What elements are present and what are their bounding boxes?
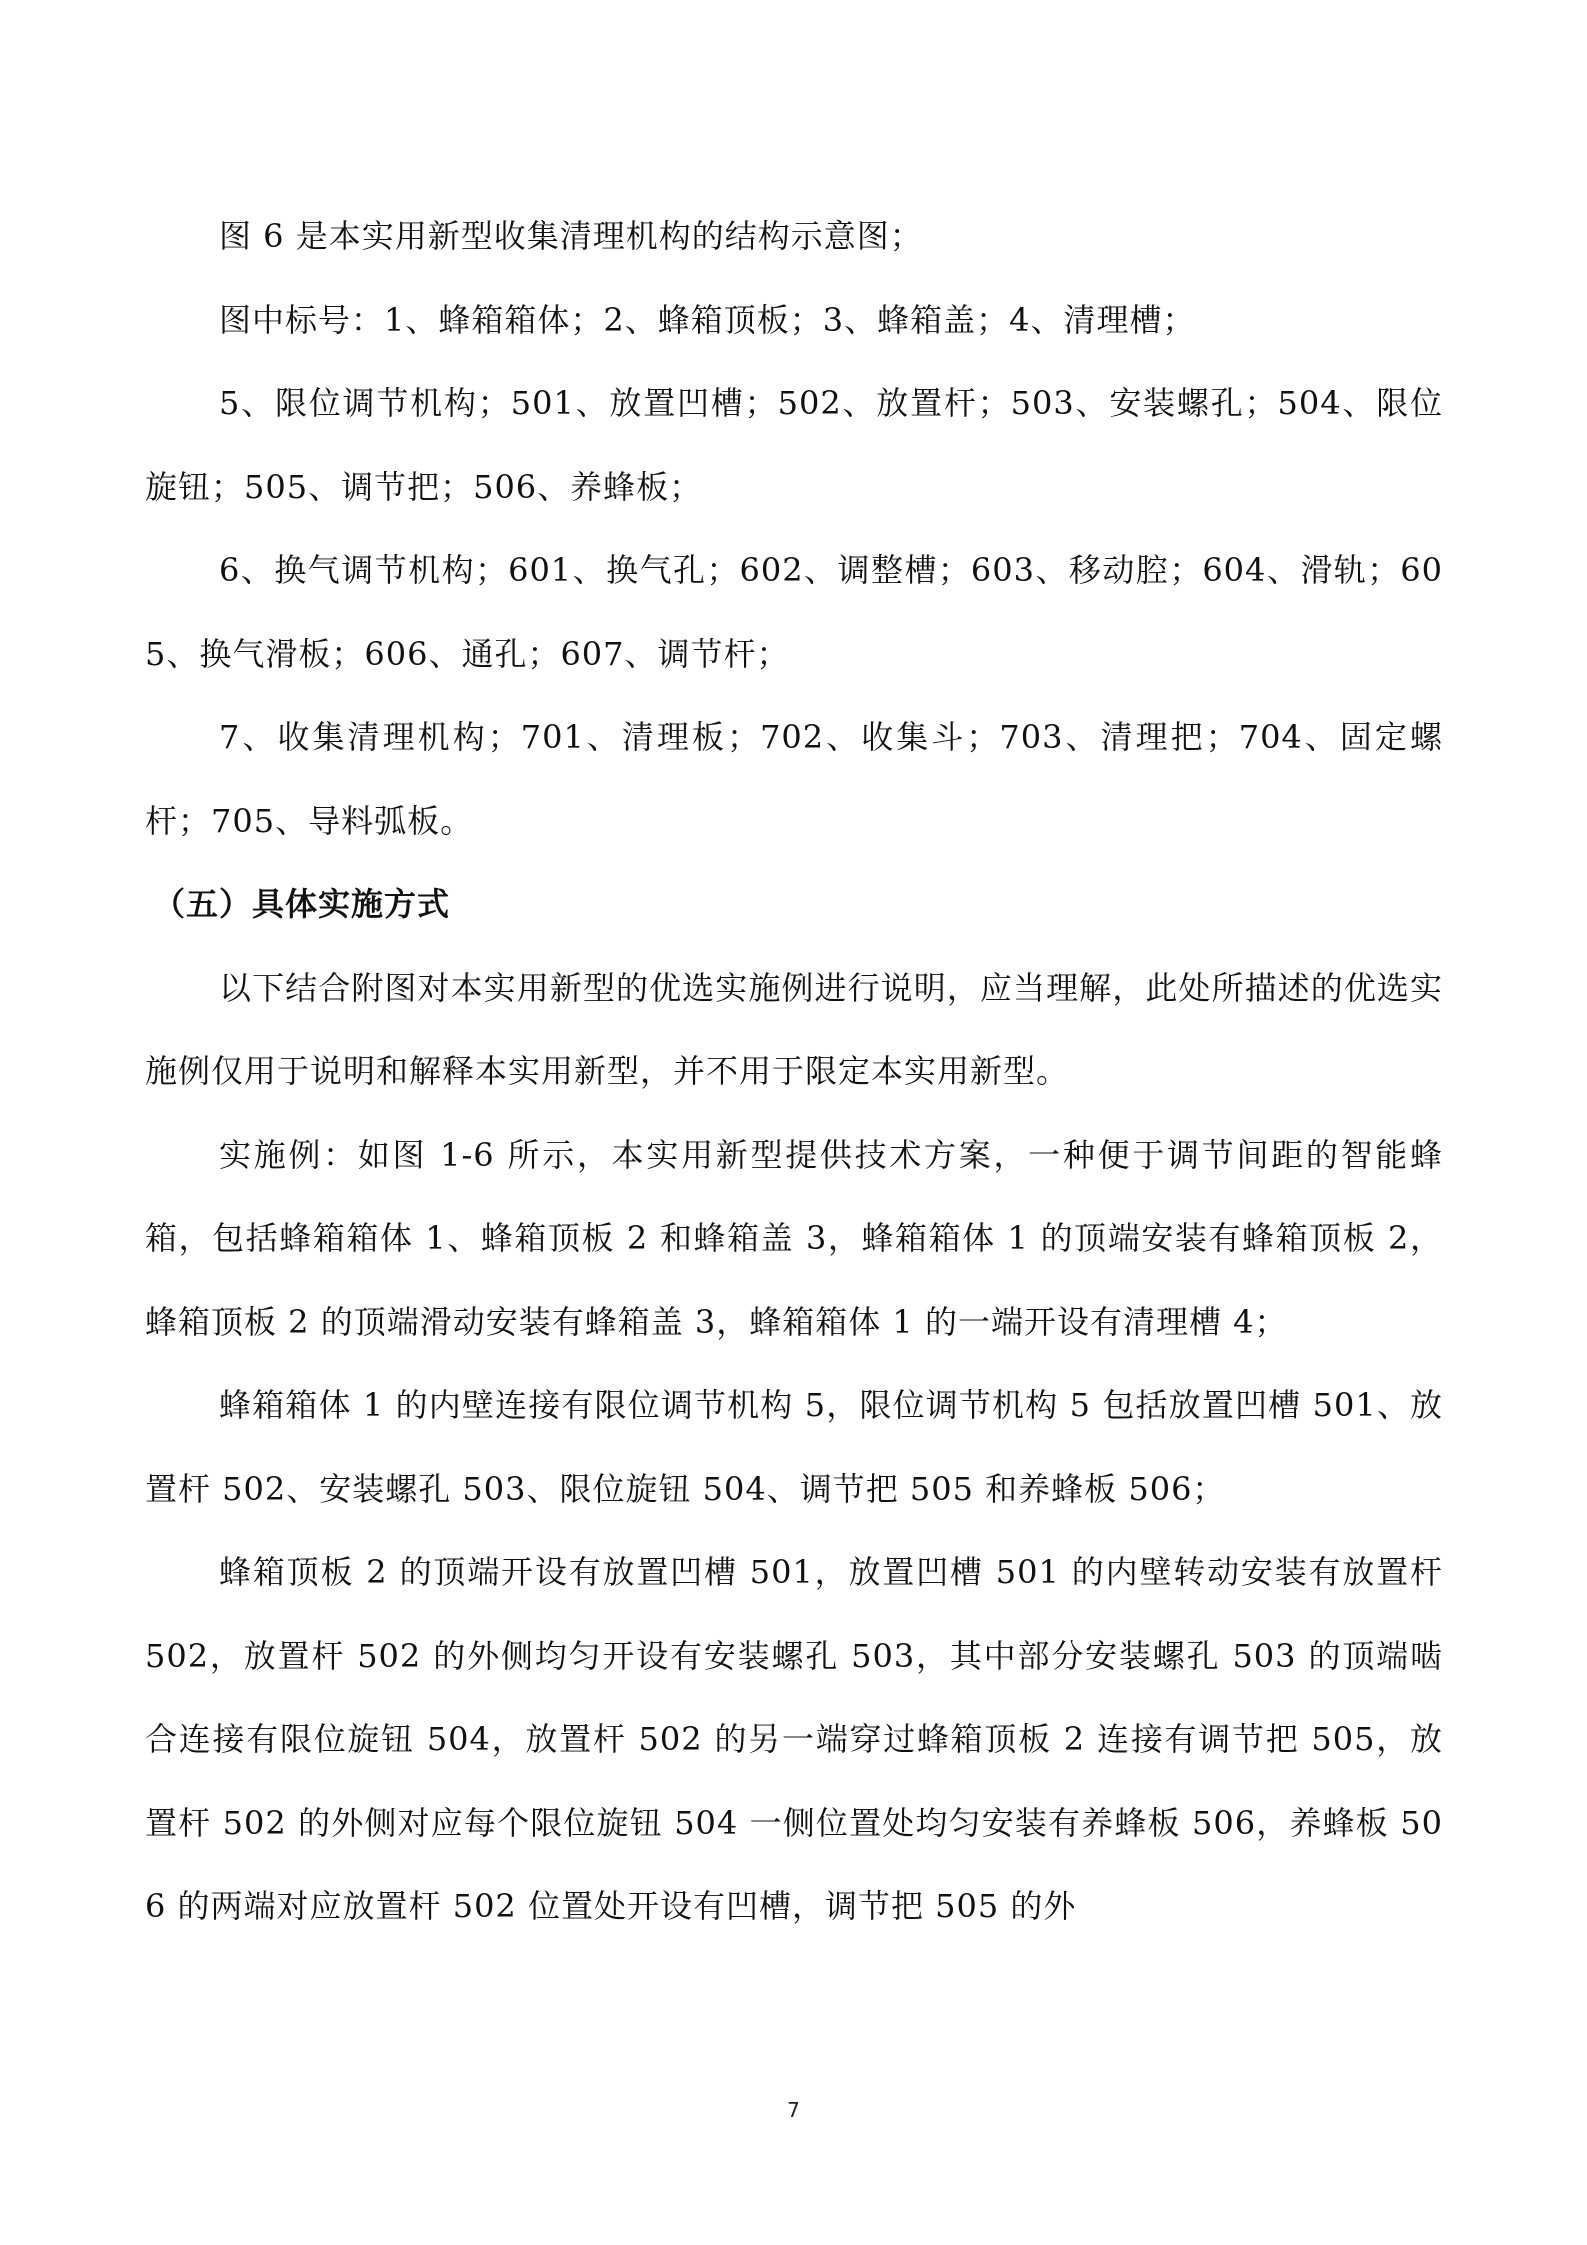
- body-paragraph-embodiment: 实施例：如图 1-6 所示，本实用新型提供技术方案，一种便于调节间距的智能蜂箱，包括蜂箱箱体 1、蜂箱顶板 2 和蜂箱盖 3，蜂箱箱体 1 的顶端安装有蜂箱顶板 2，蜂箱顶板 2 的顶端滑动安装有蜂箱盖 3，蜂箱箱体 1 的一端开设有清理槽 4；: [145, 1135, 1443, 1341]
- figure-6-caption: 图 6 是本实用新型收集清理机构的结构示意图；: [219, 217, 923, 255]
- page-content: [145, 195, 1443, 1949]
- reference-labels-limit-mechanism: 5、限位调节机构；501、放置凹槽；502、放置杆；503、安装螺孔；504、限位旋钮；505、调节把；506、养蜂板；: [145, 384, 1443, 506]
- reference-labels-cleaning-mechanism: 7、收集清理机构；701、清理板；702、收集斗；703、清理把；704、固定螺杆；705、导料弧板。: [145, 718, 1443, 840]
- body-paragraph-intro: 以下结合附图对本实用新型的优选实施例进行说明，应当理解，此处所描述的优选实施例仅用于说明和解释本实用新型，并不用于限定本实用新型。: [145, 968, 1443, 1090]
- body-paragraph-top-plate: 蜂箱顶板 2 的顶端开设有放置凹槽 501，放置凹槽 501 的内壁转动安装有放置杆 502，放置杆 502 的外侧均匀开设有安装螺孔 503，其中部分安装螺孔 503 的顶端啮合连接有限位旋钮 504，放置杆 502 的另一端穿过蜂箱顶板 2 连接有调节把 505，放置杆 502 的外侧对应每个限位旋钮 504 一侧位置处均匀安装有养蜂板 506，养蜂板 506 的两端对应放置杆 502 位置处开设有凹槽，调节把 505 的外: [145, 1553, 1443, 1925]
- reference-labels-intro: 图中标号：1、蜂箱箱体；2、蜂箱顶板；3、蜂箱盖；4、清理槽；: [219, 300, 1196, 339]
- section-heading: （五）具体实施方式: [153, 885, 451, 923]
- body-paragraph-limit-mechanism: 蜂箱箱体 1 的内壁连接有限位调节机构 5，限位调节机构 5 包括放置凹槽 501、放置杆 502、安装螺孔 503、限位旋钮 504、调节把 505 和养蜂板 506；: [145, 1386, 1443, 1508]
- reference-labels-ventilation-mechanism: 6、换气调节机构；601、换气孔；602、调整槽；603、移动腔；604、滑轨；605、换气滑板；606、通孔；607、调节杆；: [145, 551, 1443, 673]
- page-number: 7: [787, 2098, 800, 2122]
